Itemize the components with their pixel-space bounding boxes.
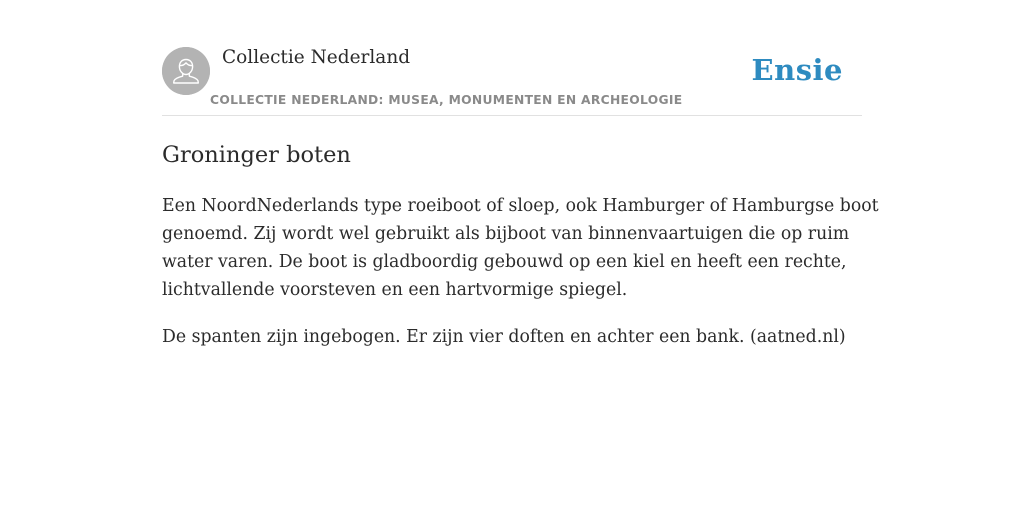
body-paragraph xyxy=(162,323,862,351)
body-line: genoemd. Zij wordt wel gebruikt als bijboot van binnenvaartuigen die op ruim xyxy=(162,224,850,244)
body-line: water varen. De boot is gladboordig gebouwd op een kiel en heeft een rechte, xyxy=(162,252,847,272)
category-link[interactable]: COLLECTIE NEDERLAND: MUSEA, MONUMENTEN EN ARCHEOLOGIE xyxy=(210,93,683,107)
header-divider xyxy=(162,115,862,116)
author-name[interactable]: Collectie Nederland xyxy=(222,47,411,68)
ensie-logo[interactable]: Ensie xyxy=(751,53,843,87)
entry-body xyxy=(162,192,879,370)
user-icon xyxy=(162,47,210,95)
author-avatar[interactable] xyxy=(162,47,210,95)
body-paragraph xyxy=(162,192,879,304)
body-line: Een NoordNederlands type roeiboot of sloep, ook Hamburger of Hamburgse boot xyxy=(162,196,879,216)
body-line: lichtvallende voorsteven en een hartvormige spiegel. xyxy=(162,280,628,300)
entry-card xyxy=(162,0,879,512)
body-line: De spanten zijn ingebogen. Er zijn vier doften en achter een bank. (aatned.nl) xyxy=(162,327,846,347)
entry-title: Groninger boten xyxy=(162,142,351,168)
